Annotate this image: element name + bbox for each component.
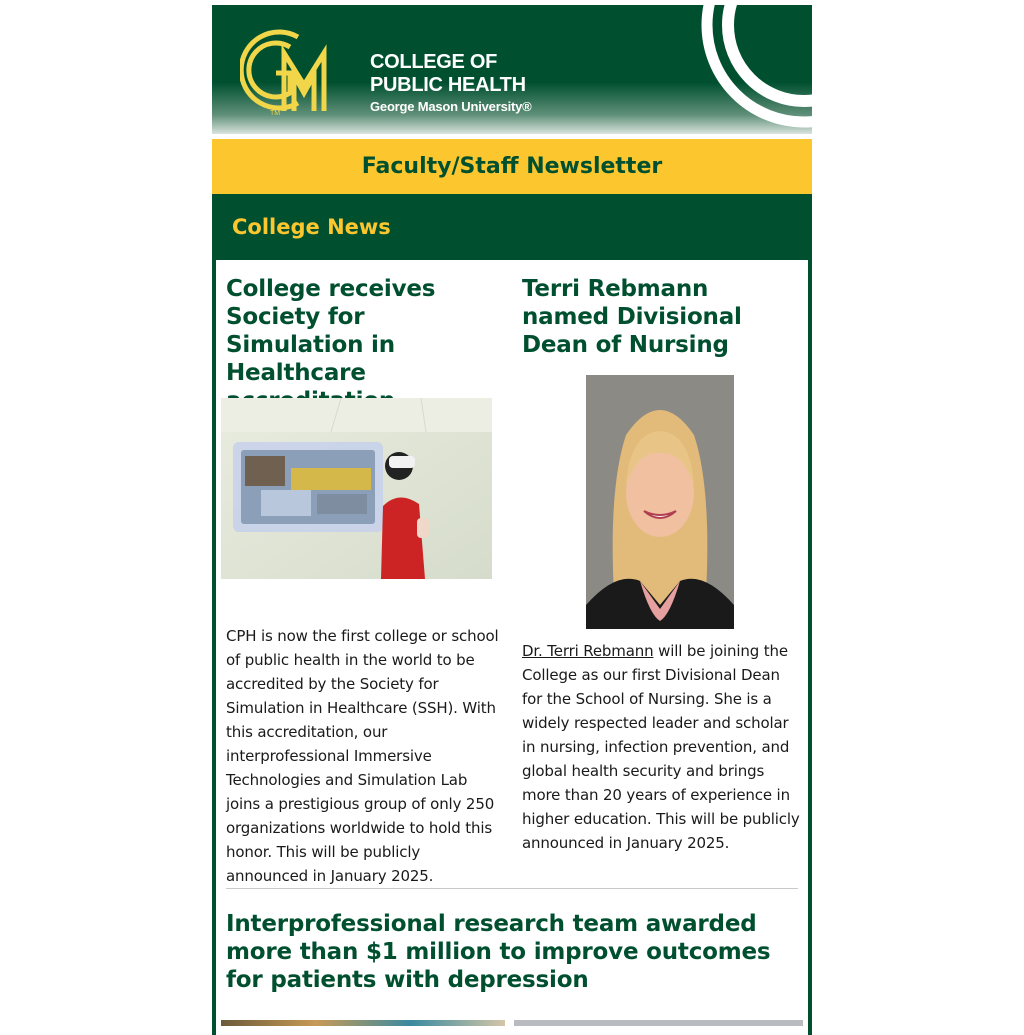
gm-logo-icon[interactable] [240,23,360,117]
college-line-1: COLLEGE OF [370,51,498,73]
article-title[interactable]: College receives Society for Simulation in Healthcare [226,276,436,386]
article-body: CPH is now the first college or school of public health in the world to be accredited by the Society for Simulation in Healthcare (SSH). With this accreditation, our interprofessional Immersive Technologies and Simulation Lab joins a prestigious group of only 250 organizations worldwide to hold this honor. This will be publicly announced in January 2025. [226,627,499,885]
section-header [212,194,812,260]
article-title[interactable]: Terri Rebmann named Divisional Dean of Nursing [522,276,742,358]
trademark-mark: TM [270,110,281,117]
simulation-photo[interactable] [221,398,492,579]
article-body [522,639,800,855]
portrait-image-icon [586,375,734,629]
university-line: George Mason University® [370,99,532,114]
header-banner [212,5,812,134]
profile-link[interactable]: Dr. Terri Rebmann [522,642,654,660]
college-line-2: PUBLIC HEALTH [370,74,526,96]
wide-article-image-right[interactable] [514,1020,803,1026]
vr-simulation-image-icon [221,398,492,579]
newsletter-container [212,5,812,1035]
news-content [212,260,812,1035]
article-body-text: will be joining the College as our first Divisional Dean for the School of Nursing. She is a widely respected leader and scholar in nursing, infection prevention, and global health security and brings more than 20 years of experience in higher education. This will be publicly announced in January 2025. [522,642,800,852]
college-wordmark[interactable] [370,51,532,117]
decorative-rings-icon [694,5,812,134]
portrait-photo[interactable] [586,375,734,629]
newsletter-title-bar [212,139,812,194]
section-divider [226,888,798,889]
section-title: College News [232,215,391,239]
wide-article-title[interactable]: Interprofessional research team awarded more than $1 million to improve outcomes for patients with depression [226,911,771,993]
wide-article-image-left[interactable] [221,1020,505,1026]
newsletter-title: Faculty/Staff Newsletter [361,154,663,179]
